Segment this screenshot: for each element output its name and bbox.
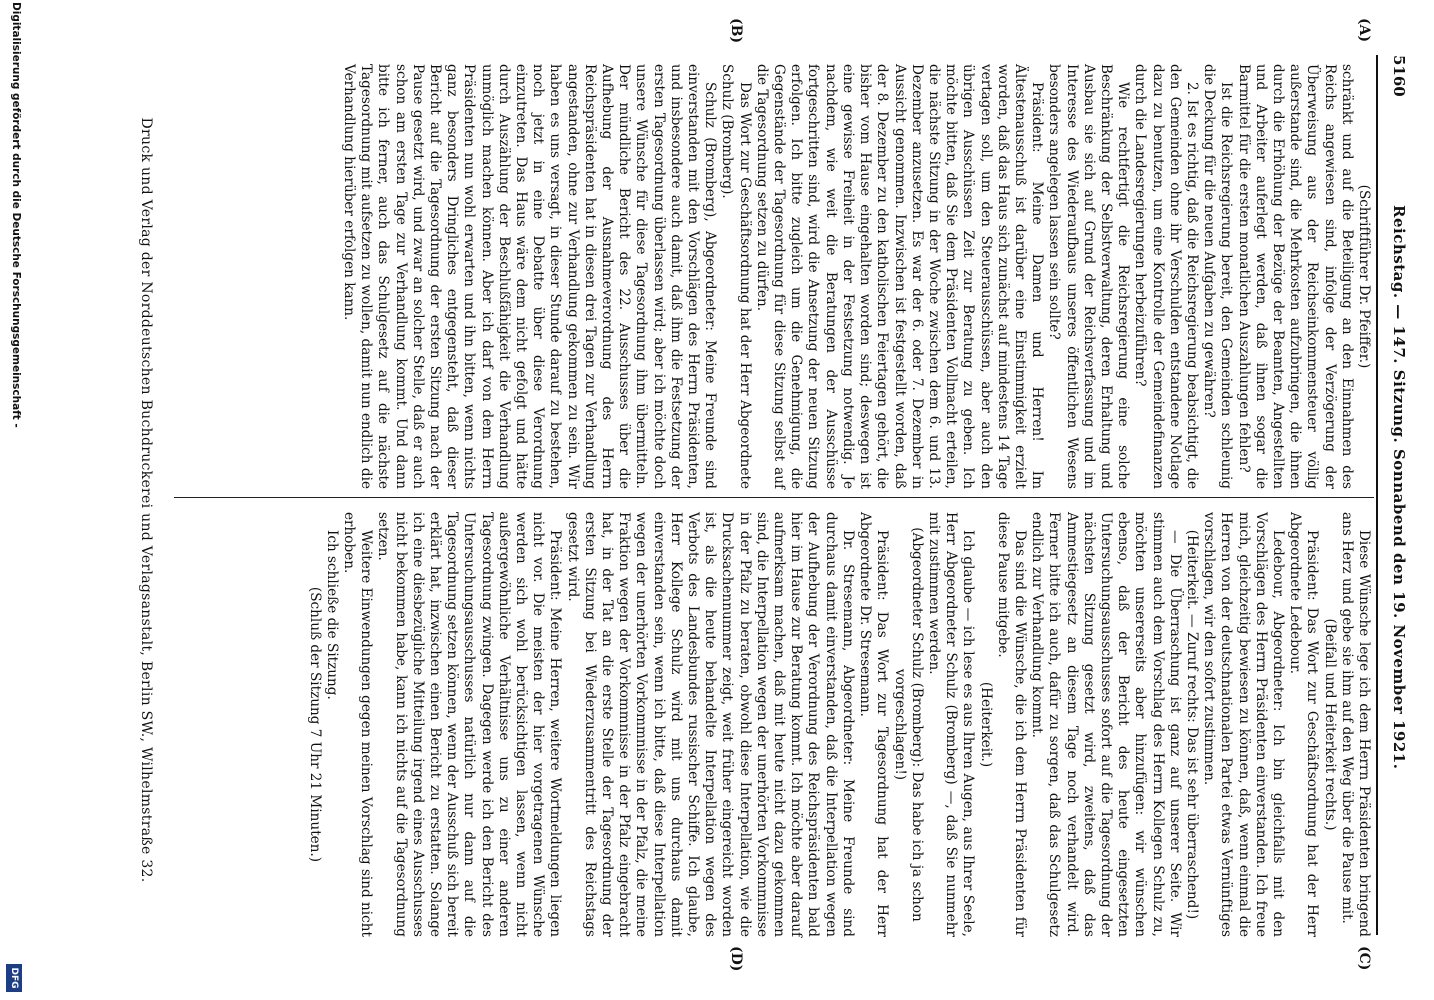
imprint-footer: Druck und Verlag der Norddeutschen Buchdruckerei und Verlagsanstalt, Berlin SW., Wilhelmstraße 32. <box>138 117 154 883</box>
credit-text: Digitalisierung gefördert durch die Deutsche Forschungsgemeinschaft - <box>10 2 22 428</box>
president-speech: Ich schließe die Sitzung. <box>323 530 340 700</box>
stage-note: (Heiterkeit. — Zuruf rechts: Das ist sehr überraschend!) <box>1183 529 1200 920</box>
speaker-note: (Schriftführer Dr. Pfeiffer.) <box>1356 184 1372 369</box>
page-title: Reichstag. — 147. Sitzung. Sonnabend den 19. November 1921. <box>1390 205 1408 770</box>
page-header <box>1382 55 1408 935</box>
margin-mark-c: (C) <box>1356 946 1372 971</box>
president-speech: Präsident: Das Wort zur Geschäftsordnung hat der Herr Abgeordnete Ledebour. <box>1287 512 1321 937</box>
dfg-logo-icon: DFG <box>6 964 22 992</box>
ledebour-speech: — Die Überraschung ist ganz auf unserer Seite. Wir stimmen auch dem Vorschlag des Herrn Kollegen Schulz zu, möchten unsererseits aber hinzufügen: wir wünschen ebenso, daß der Bericht des heute eingesetzten Untersuchungsausschusses sofort auf die Tagesordnung der nächsten Sitzung gesetzt wird, zweitens, daß das Ammestiegesetz an diesem Tage noch verhandelt wird. Ferner bitte ich auch, dafür zu sorgen, daß das Schulgesetz endlich zur Verhandlung kommt. <box>1029 512 1183 937</box>
interpellation-text: schränkt und auf die Beteiligung an den Einnahmen des Reichs angewiesen sind, infolge der Verzögerung der Überweisung aus der Reichseinkommensteuer völlig außerstande sind, die Mehrkosten aufzubringen, die ihnen durch die Erhöhung der Bezüge der Beamten, Angestellten und Arbeiter auferlegt werden, daß ihnen sogar die Barmittel für die ersten monatlichen Auszahlungen fehlen? <box>1235 64 1355 489</box>
ledebour-speech: Das sind die Wünsche, die ich dem Herrn Präsidenten für diese Pause mitgebe. <box>994 512 1028 937</box>
column-divider <box>174 497 1374 498</box>
margin-mark-b: (B) <box>728 18 744 44</box>
digitization-credit <box>4 2 22 992</box>
stage-note: (Abgeordneter Schulz (Bromberg): Das habe ich ja schon vorgeschlagen!) <box>891 527 925 922</box>
president-speech: Präsident: Meine Damen und Herren! Im Ältestenausschuß ist darüber eine Einstimmigkeit erzielt worden, daß das Haus sich zunächst auf mindestens 14 Tage vertagen soll, um den Steuerausschüssen, aber auch den übrigen Ausschüssen Zeit zur Beratung zu geben. Ich möchte bitten, daß Sie dem Präsidenten Vollmacht erteilen, die nächste Sitzung in der Woche zwischen dem 6. und 13. Dezember anzusetzen. Es war der 6. oder 7. Dezember in Aussicht genommen. Inzwischen ist festgestellt worden, daß der 8. Dezember zu den katholischen Feiertagen gehört, die bisher vom Hause eingehalten worden sind; deswegen ist eine gewisse Freiheit in der Festsetzung notwendig. Je nachdem, wie weit die Beratungen der Ausschüsse fortgeschritten sind, wird die Ansetzung der neuen Sitzung erfolgen. Ich bitte zugleich um die Genehmigung, die Gegenstände der Tagesordnung für diese Sitzung selbst auf die Tagesordnung setzen zu dürfen. <box>753 64 1046 489</box>
president-speech: Das Wort zur Geschäftsordnung hat der Herr Abgeordnete Schulz (Bromberg). <box>719 64 753 489</box>
page-number: 5160 <box>1390 55 1408 97</box>
ledebour-speech: Ledebour, Abgeordneter: Ich bin gleichfalls mit den Vorschlägen des Herrn Präsidenten einverstanden. Ich freue mich, gleichzeitig bewiesen zu können, daß, wenn einmal die Herren von der deutschnationalen Partei etwas Vernünftiges vorschlagen, wir den sofort zustimmen. <box>1201 512 1286 937</box>
stage-note: (Beifall und Heiterkeit rechts.) <box>1321 618 1338 831</box>
stage-note: (Schluß der Sitzung 7 Uhr 21 Minuten.) <box>306 586 323 863</box>
president-speech: Präsident: Das Wort zur Tagesordnung hat der Herr Abgeordnete Dr. Stresemann. <box>857 512 891 937</box>
margin-mark-d: (D) <box>728 946 744 972</box>
president-speech: Weitere Einwendungen gegen meinen Vorschlag sind nicht erhoben. <box>341 512 375 937</box>
margin-mark-a: (A) <box>1356 18 1372 43</box>
interpellation-question: Wie rechtfertigt die Reichsregierung eine solche Beschränkung der Selbstverwaltung, deren Erhaltung und Ausbau sie sich auf Grund der Reichsverfassung und im Interesse des Wiederaufbaus unseres öffentlichen Wesens besonders angelegen lassen sein sollte? <box>1046 64 1132 489</box>
stage-note: (Heiterkeit.) <box>977 681 994 768</box>
right-column <box>305 512 1372 937</box>
interpellation-point-2: 2. Ist es richtig, daß die Reichsregierung beabsichtigt, die den Gemeinden ohne ihr Verschulden entstandene Notlage dazu zu benutzen, um eine Kontrolle der Gemeindefinanzen durch die Landesregierungen herbeizuführen? <box>1132 64 1200 489</box>
schulz-speech-end: Diese Wünsche lege ich dem Herrn Präsidenten bringend ans Herz und gebe sie ihm auf den Weg über die Pause mit. <box>1338 512 1372 937</box>
left-column <box>340 64 1372 489</box>
interpellation-question: Ist die Reichsregierung bereit, den Gemeinden schleunig die Deckung für die neuen Aufgaben zu gewähren? <box>1201 64 1235 489</box>
president-speech: Präsident: Meine Herren, weitere Wortmeldungen liegen nicht vor. Die meisten der hier vorgetragenen Wünsche werden sich wohl berücksichtigen lassen, wenn nicht außergewöhnliche Verhältnisse uns zu einer anderen Tagesordnung zwingen. Dagegen werde ich den Bericht des Untersuchungsausschusses natürlich nur dann auf die Tagesordnung setzen können, wenn der Ausschuß sich bereit erklärt hat, inzwischen einen Bericht zu erstatten. Solange ich eine diesbezügliche Mitteilung irgend eines Ausschusses nicht bekommen habe, kann ich nichts auf die Tagesordnung setzen. <box>375 512 564 937</box>
ledebour-speech: Ich glaube — ich lese es aus Ihren Augen, aus Ihrer Seele, Herr Abgeordneter Schulz (Bromberg) —, daß Sie nunmehr mit zustimmen werden. <box>925 512 977 937</box>
schulz-speech: Schulz (Bromberg), Abgeordneter: Meine Freunde sind einverstanden mit den Vorschlägen des Herrn Präsidenten, und insbesondere auch damit, daß ihm die Festsetzung der ersten Tagesordnung überlassen wird; aber ich möchte doch unsere Wünsche für diese Tagesordnung ihm übermitteln. Der mündliche Bericht des 22. Ausschusses über die Aufhebung der Ausnahmeverordnung des Herrn Reichspräsidenten hat in diesen drei Tagen zur Verhandlung angestanden, ohne zur Verhandlung gekommen zu sein. Wir haben es uns versagt, in dieser Stunde darauf zu bestehen, noch jetzt in eine Debatte über diese Verordnung einzutreten. Das Haus wäre dem nicht gefolgt und hätte durch Auszählung der Beschlußfähigkeit die Verhandlung unmöglich machen können. Aber ich darf von dem Herrn Präsidenten nun wohl erwarten und ihn bitten, wenn nichts ganz besonders Dringliches entgegensteht, daß dieser Bericht auf die Tagesordnung der ersten Sitzung nach der Pause gesetzt wird, und zwar an solcher Stelle, daß er auch schon am ersten Tage zur Verhandlung kommt. Und dann bitte ich ferner, auch das Schulgesetz auf die nächste Tagesordnung mit aufsetzen zu wollen, damit nun endlich die Verhandlung hierüber erfolgen kann. <box>341 64 719 489</box>
header-rule <box>1376 55 1378 935</box>
stresemann-speech: Dr. Stresemann, Abgeordneter: Meine Freunde sind durchaus damit einverstanden, daß die Interpellation wegen der Aufhebung der Verordnung des Reichspräsidenten bald hier im Hause zur Beratung kommt. Ich möchte aber darauf aufmerksam machen, daß mit heute nicht dazu gekommen sind, die Interpellation wegen der unerhörten Vorkommnisse in der Pfalz zu beraten, obwohl diese Interpellation, wie die Drucksachennummer zeigt, weit früher eingereicht worden ist, als die heute behandelte Interpellation wegen des Verbots des Landesbundes russischer Schiffe. Ich glaube, Herr Kollege Schulz wird mit uns durchaus damit einverstanden sein, wenn ich bitte, daß diese Interpellation wegen der unerhörten Vorkommnisse in der Pfalz, die meine Fraktion wegen der Vorkommnisse in der Pfalz eingebracht hat, in der Tat an die erste Stelle der Tagesordnung der ersten Sitzung bei Wiederzusammentritt des Reichstags gesetzt wird. <box>564 512 856 937</box>
